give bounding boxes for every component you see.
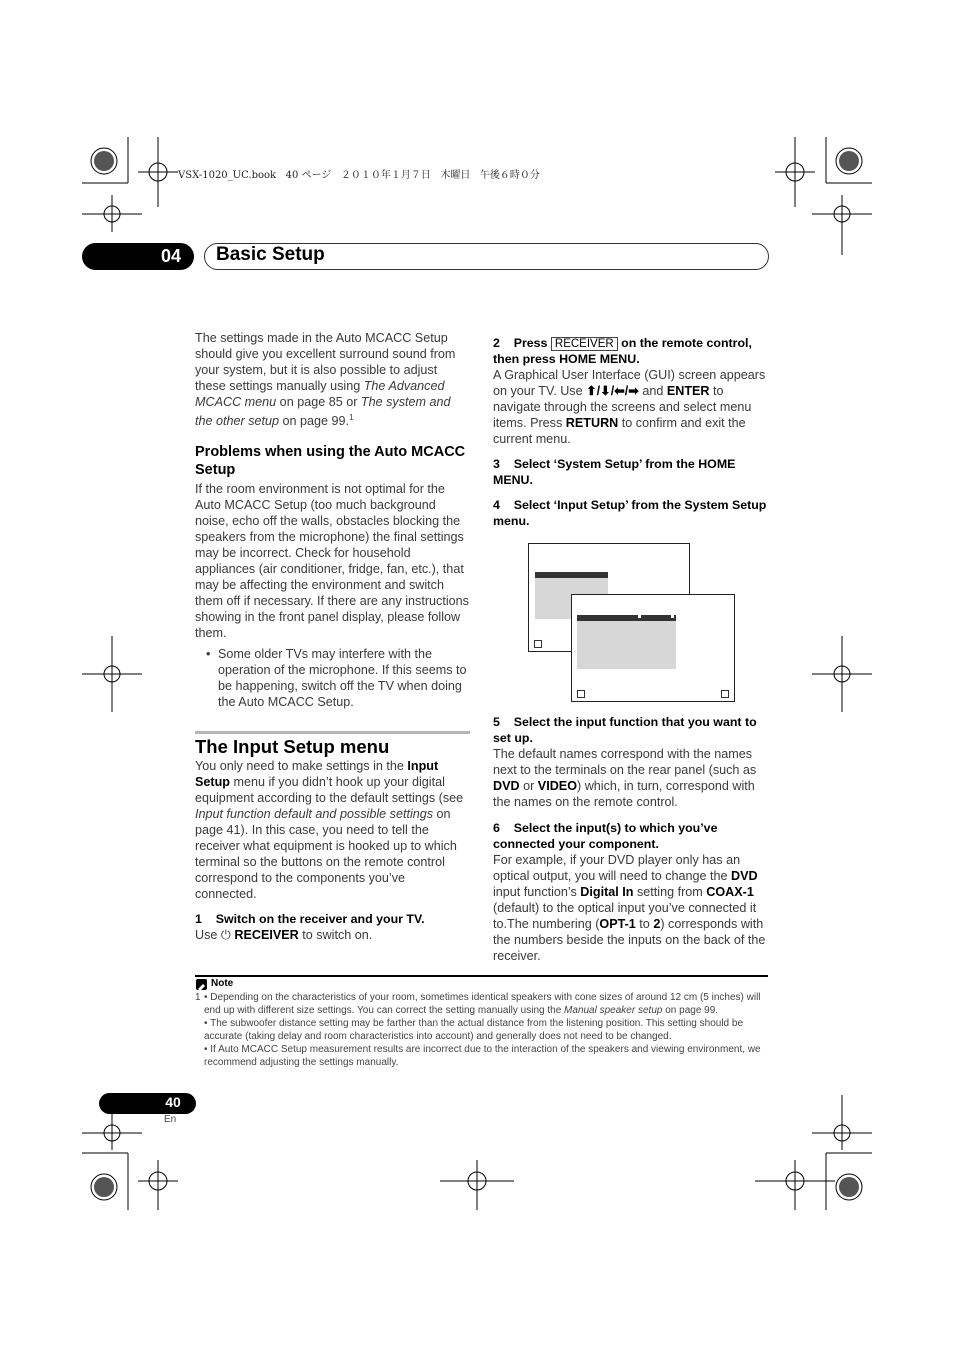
bullet-dot: •	[206, 647, 211, 661]
chapter-title: Basic Setup	[216, 244, 325, 265]
page-number: 40	[165, 1094, 181, 1110]
note-list	[204, 991, 770, 1069]
step-6-title: 6 Select the input(s) to which you’ve connected your component.	[493, 821, 718, 851]
bullet-item: Some older TVs may interfere with the operation of the microphone. If this seems to be happening, switch off the TV when doing the Auto MCACC Setup.	[218, 647, 467, 709]
chapter-number: 04	[160, 246, 182, 266]
return-icon	[577, 690, 585, 698]
note-item: • Depending on the characteristics of your room, sometimes identical speakers with cone sizes of around 12 cm (5 inches) will end up with different size settings. You can correct the setting manually using the Manual speaker setup on page 99.	[204, 992, 761, 1016]
receiver-key: RECEIVER	[551, 337, 618, 351]
section-rule	[195, 731, 470, 734]
arrow-keys-icon: ⬆/⬇/⬅/➡	[586, 384, 639, 398]
problems-heading: Problems when using the Auto MCACC Setup	[195, 444, 466, 478]
link-advanced-mcacc[interactable]: The Advanced MCACC menu	[195, 379, 445, 409]
step-2-text: A Graphical User Interface (GUI) screen appears on your TV. Use ⬆/⬇/⬅/➡ and ENTER to navigate through the screens and select menu items. Press RETURN to confirm and exit the current menu.	[493, 368, 766, 446]
note-icon	[196, 979, 207, 990]
step-3-title: 3 Select ‘System Setup’ from the HOME MENU.	[493, 457, 736, 487]
step-5-text: The default names correspond with the names next to the terminals on the rear panel (such as DVD or VIDEO) which, in turn, correspond with the names on the remote control.	[493, 747, 757, 809]
settings-list-block	[577, 621, 676, 669]
link-input-function-defaults[interactable]: Input function default and possible settings	[195, 807, 434, 821]
section-paragraph: You only need to make settings in the Input Setup menu if you didn’t hook up your digital equipment according to the default settings (see Input function default and possible settings on page 41). In this case, you need to tell the receiver what equipment is hooked up to which terminal so the buttons on the remote control correspond to the components you’ve connected.	[195, 759, 464, 901]
note-number: 1	[195, 992, 201, 1003]
step-6-text: For example, if your DVD player only has an optical output, you will need to change the DVD input function’s Digital In setting from COAX-1 (default) to the optical input you’ve connected it to.The numbering (OPT-1 to 2) corresponds with the numbers beside the inputs on the back of the receiver.	[493, 853, 766, 963]
power-icon: ⏻	[220, 928, 231, 942]
link-system-setup[interactable]: The system and the other setup	[195, 395, 451, 429]
note-item: • If Auto MCACC Setup measurement results are incorrect due to the interaction of the speakers and viewing environment, we recommend adjusting the settings manually.	[204, 1044, 761, 1068]
note-rule	[195, 975, 768, 977]
left-arrow-icon	[638, 615, 641, 618]
footnote-mark: 1	[349, 413, 354, 422]
step-5-title: 5 Select the input function that you want to set up.	[493, 715, 757, 745]
section-heading: The Input Setup menu	[195, 736, 390, 757]
step-1-text: Use ⏻ RECEIVER to switch on.	[195, 928, 373, 942]
problems-paragraph: If the room environment is not optimal for the Auto MCACC Setup (too much background noise, echo off the walls, obstacles blocking the speakers from the microphone) the final settings may be incorrect. Check for household appliances (air conditioner, fridge, fan, etc.), that may be affecting the environment and switch them off if necessary. If there are any instructions showing in the front panel display, please follow them.	[195, 482, 469, 640]
intro-paragraph: The settings made in the Auto MCACC Setup should give you excellent surround sound from your system, but it is also possible to adjust these settings manually using The Advanced MCACC menu on page 85 or The system and the other setup on page 99.$^1$	[195, 331, 456, 429]
gui-input-setup-screen	[571, 594, 735, 702]
language-code: En	[164, 1114, 177, 1125]
step-1-title: 1 Switch on the receiver and your TV.	[195, 912, 425, 926]
step-4-title: 4 Select ‘Input Setup’ from the System Setup menu.	[493, 498, 767, 528]
step-2-title: 2 Press RECEIVER on the remote control, then press HOME MENU.	[493, 336, 752, 366]
return-icon	[534, 640, 542, 648]
note-item: • The subwoofer distance setting may be farther than the actual distance from the listening position. This setting should be accurate (taking delay and room characteristics into account) and generally does not need to be changed.	[204, 1018, 743, 1042]
next-icon	[721, 690, 729, 698]
book-file-line: VSX-1020_UC.book 40 ページ ２０１０年１月７日 木曜日 午後６時０分	[178, 170, 540, 181]
note-label: Note	[211, 978, 234, 989]
right-arrow-icon	[671, 615, 674, 618]
